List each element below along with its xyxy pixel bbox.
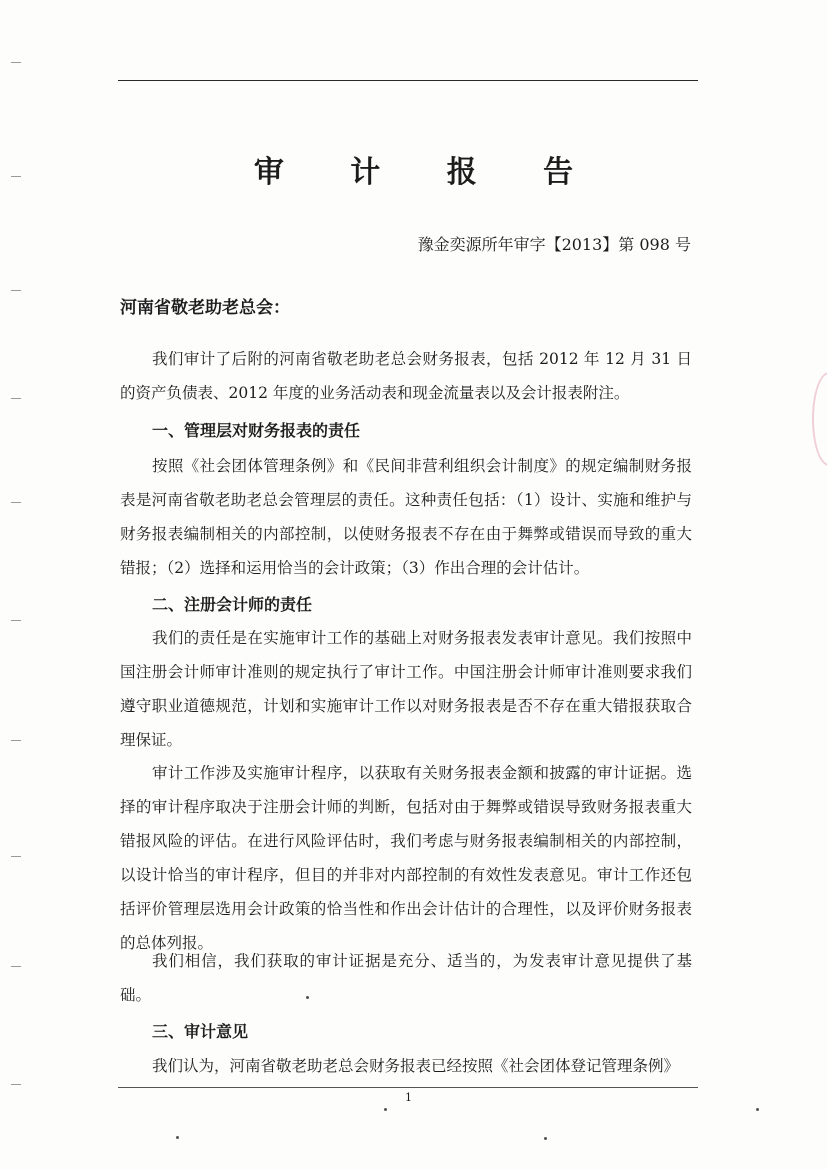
- intro-paragraph: 我们审计了后附的河南省敬老助老总会财务报表，包括 2012 年 12 月 31 日的资产负债表、2012 年度的业务活动表和现金流量表以及会计报表附注。: [120, 350, 692, 402]
- addressee: 河南省敬老助老总会：: [120, 298, 290, 318]
- section-body-auditor-1: 我们的责任是在实施审计工作的基础上对财务报表发表审计意见。我们按照中国注册会计师审计准则的规定执行了审计工作。中国注册会计师审计准则要求我们遵守职业道德规范，计划和实施审计工作以对财务报表是否不存在重大错报获取合理保证。: [120, 629, 692, 749]
- scan-margin-mark: [11, 502, 21, 503]
- scan-speck: [176, 1136, 179, 1139]
- scan-margin-mark: [11, 290, 21, 291]
- scan-speck: [384, 1108, 387, 1111]
- scan-margin-mark: [11, 398, 21, 399]
- scan-speck: [544, 1137, 547, 1140]
- reference-number: 豫金奕源所年审字【2013】第 098 号: [417, 235, 691, 254]
- section-body-management: 按照《社会团体管理条例》和《民间非营利组织会计制度》的规定编制财务报表是河南省敬老助老总会管理层的责任。这种责任包括：（1）设计、实施和维护与财务报表编制相关的内部控制，以使财务报表不存在由于舞弊或错误而导致的重大错报；（2）选择和运用恰当的会计政策；（3）作出合理的会计估计。: [120, 457, 692, 577]
- scan-margin-mark: [11, 740, 21, 741]
- document-title: 审 计 报 告: [253, 155, 602, 190]
- section-heading-management: 一、管理层对财务报表的责任: [152, 421, 361, 440]
- section-body-opinion: 我们认为，河南省敬老助老总会财务报表已经按照《社会团体登记管理条例》: [152, 1057, 680, 1075]
- scan-margin-mark: [11, 62, 21, 63]
- scan-margin-mark: [11, 620, 21, 621]
- seal-stamp-edge: [812, 372, 827, 466]
- section-body-auditor-2: 审计工作涉及实施审计程序，以获取有关财务报表金额和披露的审计证据。选择的审计程序取决于注册会计师的判断，包括对由于舞弊或错误导致财务报表重大错报风险的评估。在进行风险评估时，我们考虑与财务报表编制相关的内部控制，以设计恰当的审计程序，但目的并非对内部控制的有效性发表意见。审计工作还包括评价管理层选用会计政策的恰当性和作出会计估计的合理性，以及评价财务报表的总体列报。: [120, 764, 692, 952]
- footer-rule: [118, 1087, 698, 1088]
- scan-speck: [756, 1108, 759, 1111]
- page-number: 1: [405, 1091, 412, 1104]
- scan-speck: [306, 996, 309, 999]
- header-rule: [118, 80, 698, 81]
- section-heading-auditor: 二、注册会计师的责任: [152, 595, 313, 614]
- scan-margin-mark: [11, 1084, 21, 1085]
- scan-margin-mark: [11, 966, 21, 967]
- section-heading-opinion: 三、审计意见: [152, 1022, 249, 1041]
- section-body-auditor-3: 我们相信，我们获取的审计证据是充分、适当的，为发表审计意见提供了基础。: [120, 952, 692, 1004]
- scan-margin-mark: [11, 856, 21, 857]
